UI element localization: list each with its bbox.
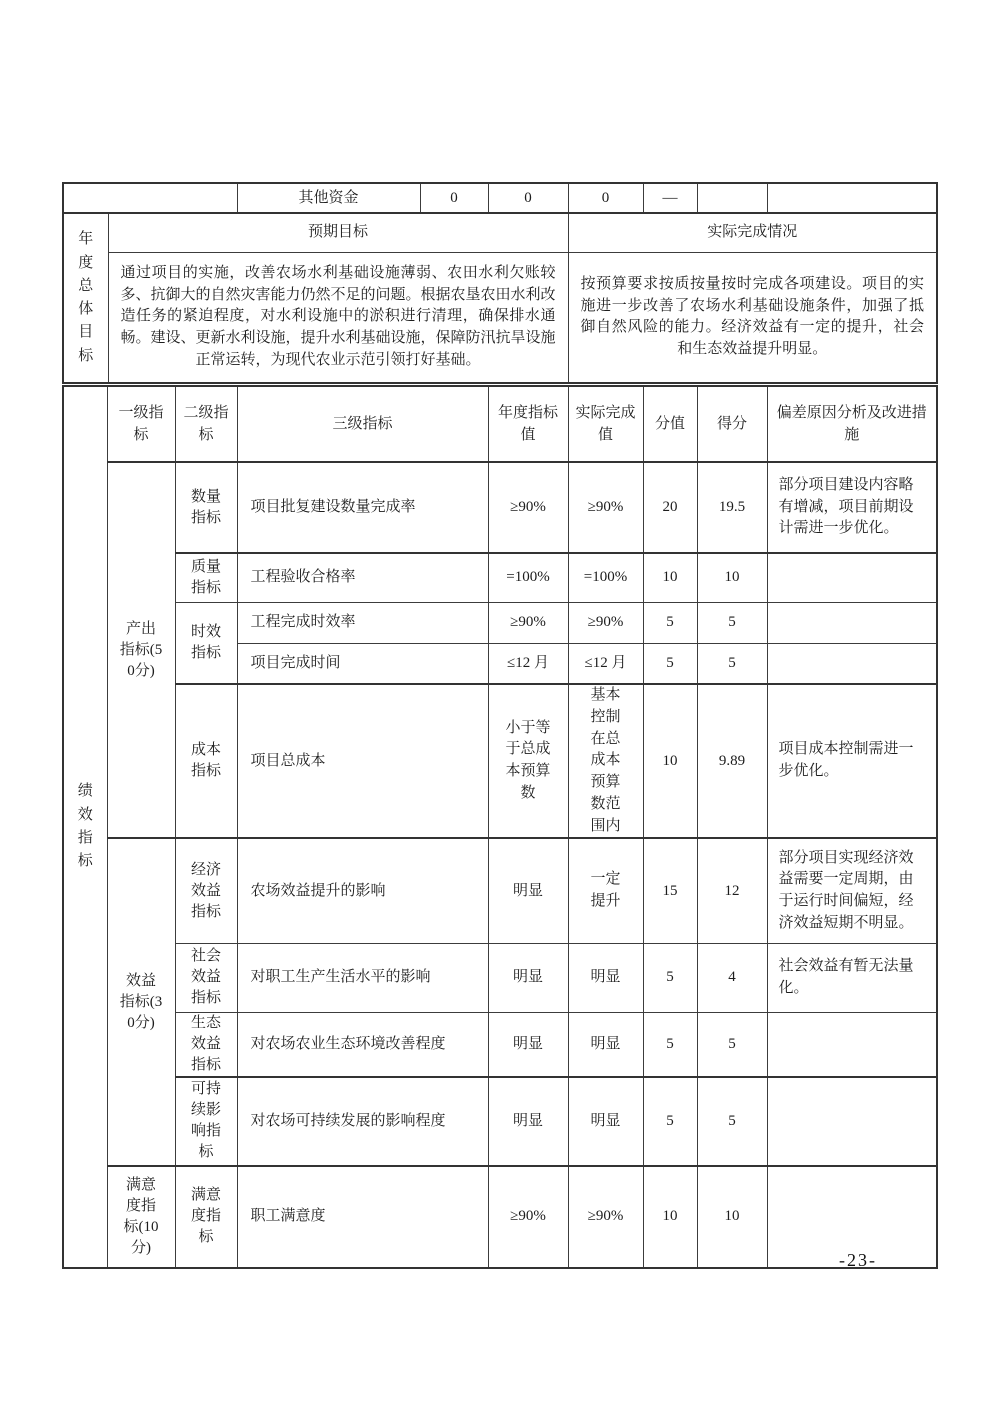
level3-cell: 项目总成本 xyxy=(237,684,488,838)
target-cell: 明显 xyxy=(488,1077,568,1166)
points-cell: 5 xyxy=(697,1077,767,1166)
row-satisfaction xyxy=(63,1166,937,1268)
annual-goal-table xyxy=(62,212,938,384)
other-funds-value-1: 0 xyxy=(420,183,488,214)
indicators-table xyxy=(62,385,938,1269)
score-cell: 10 xyxy=(643,684,697,838)
points-cell: 4 xyxy=(697,943,767,1012)
funding-empty-cell xyxy=(767,183,937,214)
level3-cell: 对农场可持续发展的影响程度 xyxy=(237,1077,488,1166)
funding-empty-cell xyxy=(63,183,237,214)
target-cell: ≥90% xyxy=(488,462,568,553)
row-ecological-benefit xyxy=(63,1012,937,1077)
actual-cell: 基本控制在总成本预算数范围内 xyxy=(568,684,643,838)
level2-cell: 可持续影响指标 xyxy=(175,1077,237,1166)
actual-cell: 一定提升 xyxy=(568,838,643,943)
annual-goal-side-label xyxy=(63,213,108,383)
deviation-cell: 部分项目实现经济效益需要一定周期，由于运行时间偏短，经济效益短期不明显。 xyxy=(767,838,937,943)
other-funds-value-2: 0 xyxy=(488,183,568,214)
other-funds-value-3: 0 xyxy=(568,183,643,214)
level1-benefit-indicator: 效益指标(30分) xyxy=(107,838,175,1166)
funding-row xyxy=(63,183,937,214)
level3-cell: 工程验收合格率 xyxy=(237,553,488,602)
annual-goal-side-label-text: 年度总体目标 xyxy=(78,231,94,364)
header-level2: 二级指标 xyxy=(175,386,237,462)
performance-side-label xyxy=(63,386,107,1268)
actual-cell: 明显 xyxy=(568,1077,643,1166)
deviation-cell xyxy=(767,643,937,684)
score-cell: 15 xyxy=(643,838,697,943)
deviation-cell: 部分项目建设内容略有增减，项目前期设计需进一步优化。 xyxy=(767,462,937,553)
goal-content-row xyxy=(63,252,937,383)
other-funds-dash: — xyxy=(643,183,697,214)
actual-cell: ≥90% xyxy=(568,602,643,643)
level2-cell: 社会效益指标 xyxy=(175,943,237,1012)
other-funds-label: 其他资金 xyxy=(237,183,420,214)
target-cell: 小于等于总成本预算数 xyxy=(488,684,568,838)
level2-cell: 生态效益指标 xyxy=(175,1012,237,1077)
points-cell: 12 xyxy=(697,838,767,943)
level3-cell: 项目完成时间 xyxy=(237,643,488,684)
performance-side-label-text: 绩效指标 xyxy=(77,783,93,870)
expected-goal-text: 通过项目的实施，改善农场水利基础设施薄弱、农田水利欠账较多、抗御大的自然灾害能力仍然不足的问题。根据农垦农田水利改造任务的紧迫程度，对水利设施中的淤积进行清理，确保排水通畅。建设、更新水利设施，提升水利基础设施，保障防汛抗旱设施正常运转，为现代农业示范引领打好基础。 xyxy=(108,252,568,383)
goal-header-row xyxy=(63,213,937,252)
level1-satisfaction-indicator: 满意度指标(10分) xyxy=(107,1166,175,1268)
target-cell: 明显 xyxy=(488,943,568,1012)
level2-cell: 时效指标 xyxy=(175,602,237,684)
deviation-cell xyxy=(767,1012,937,1077)
target-cell: ≥90% xyxy=(488,1166,568,1268)
level3-cell: 对职工生产生活水平的影响 xyxy=(237,943,488,1012)
actual-cell: =100% xyxy=(568,553,643,602)
points-cell: 5 xyxy=(697,602,767,643)
actual-cell: 明显 xyxy=(568,943,643,1012)
funding-empty-cell xyxy=(697,183,767,214)
page-number: -23- xyxy=(839,1250,877,1270)
row-timeliness-1 xyxy=(63,602,937,643)
level3-cell: 项目批复建设数量完成率 xyxy=(237,462,488,553)
header-points: 得分 xyxy=(697,386,767,462)
header-deviation: 偏差原因分析及改进措施 xyxy=(767,386,937,462)
target-cell: 明显 xyxy=(488,1012,568,1077)
header-actual: 实际完成值 xyxy=(568,386,643,462)
actual-cell: 明显 xyxy=(568,1012,643,1077)
score-cell: 5 xyxy=(643,1012,697,1077)
deviation-cell xyxy=(767,553,937,602)
level2-cell: 经济效益指标 xyxy=(175,838,237,943)
target-cell: ≥90% xyxy=(488,602,568,643)
level3-cell: 对农场农业生态环境改善程度 xyxy=(237,1012,488,1077)
indicators-header-row xyxy=(63,386,937,462)
row-quality xyxy=(63,553,937,602)
target-cell: =100% xyxy=(488,553,568,602)
level2-cell: 满意度指标 xyxy=(175,1166,237,1268)
row-quantity xyxy=(63,462,937,553)
target-cell: ≤12 月 xyxy=(488,643,568,684)
level2-cell: 成本指标 xyxy=(175,684,237,838)
score-cell: 10 xyxy=(643,553,697,602)
points-cell: 5 xyxy=(697,643,767,684)
actual-cell: ≥90% xyxy=(568,1166,643,1268)
score-cell: 5 xyxy=(643,943,697,1012)
score-cell: 10 xyxy=(643,1166,697,1268)
level2-cell: 质量指标 xyxy=(175,553,237,602)
actual-cell: ≥90% xyxy=(568,462,643,553)
deviation-cell: 社会效益有暂无法量化。 xyxy=(767,943,937,1012)
deviation-cell xyxy=(767,602,937,643)
score-cell: 20 xyxy=(643,462,697,553)
actual-completion-header: 实际完成情况 xyxy=(568,213,937,252)
funding-table-fragment xyxy=(62,182,938,215)
header-score: 分值 xyxy=(643,386,697,462)
actual-cell: ≤12 月 xyxy=(568,643,643,684)
points-cell: 10 xyxy=(697,553,767,602)
row-economic-benefit xyxy=(63,838,937,943)
level2-cell: 数量指标 xyxy=(175,462,237,553)
deviation-cell: 项目成本控制需进一步优化。 xyxy=(767,684,937,838)
level3-cell: 农场效益提升的影响 xyxy=(237,838,488,943)
level3-cell: 职工满意度 xyxy=(237,1166,488,1268)
header-target: 年度指标值 xyxy=(488,386,568,462)
points-cell: 5 xyxy=(697,1012,767,1077)
points-cell: 10 xyxy=(697,1166,767,1268)
header-level1: 一级指标 xyxy=(107,386,175,462)
target-cell: 明显 xyxy=(488,838,568,943)
header-level3: 三级指标 xyxy=(237,386,488,462)
expected-goal-header: 预期目标 xyxy=(108,213,568,252)
row-sustainability xyxy=(63,1077,937,1166)
score-cell: 5 xyxy=(643,602,697,643)
deviation-cell xyxy=(767,1077,937,1166)
points-cell: 9.89 xyxy=(697,684,767,838)
actual-completion-text: 按预算要求按质按量按时完成各项建设。项目的实施进一步改善了农场水利基础设施条件，加强了抵御自然风险的能力。经济效益有一定的提升，社会和生态效益提升明显。 xyxy=(568,252,937,383)
points-cell: 19.5 xyxy=(697,462,767,553)
row-cost xyxy=(63,684,937,838)
score-cell: 5 xyxy=(643,1077,697,1166)
level3-cell: 工程完成时效率 xyxy=(237,602,488,643)
score-cell: 5 xyxy=(643,643,697,684)
row-social-benefit xyxy=(63,943,937,1012)
level1-output-indicator: 产出指标(50分) xyxy=(107,462,175,838)
